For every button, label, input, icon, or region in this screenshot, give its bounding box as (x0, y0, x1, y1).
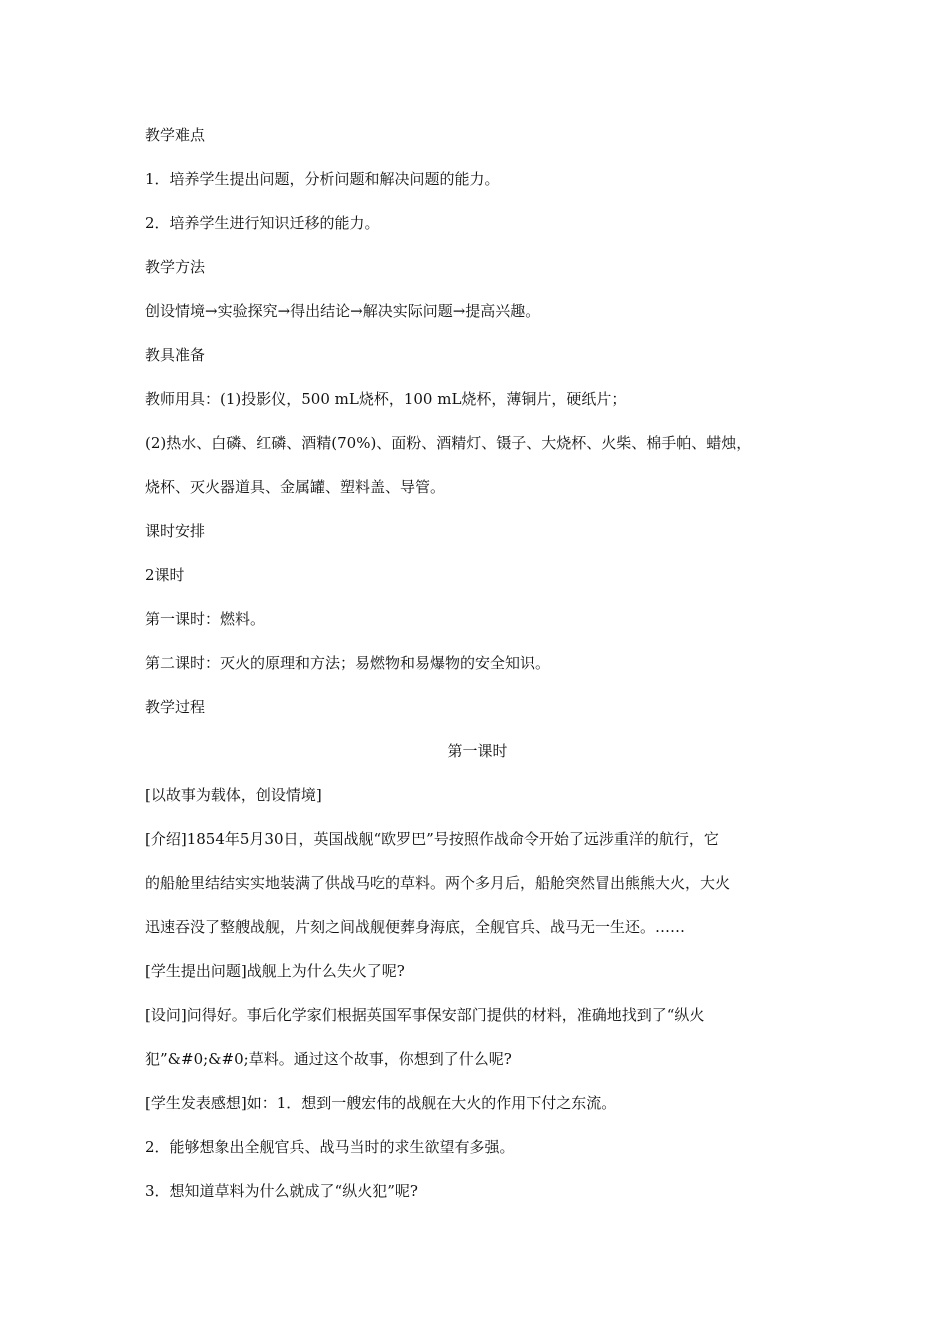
paragraph: 的船舱里结结实实地装满了供战马吃的草料。两个多月后，船舱突然冒出熊熊大火，大火 (145, 874, 731, 892)
section-heading-teaching-methods: 教学方法 (145, 258, 206, 276)
paragraph: 1．培养学生提出问题，分析问题和解决问题的能力。 (145, 170, 500, 188)
paragraph: 第一课时：燃料。 (145, 610, 266, 628)
paragraph: [以故事为载体，创设情境] (145, 786, 322, 804)
paragraph: 烧杯、灭火器道具、金属罐、塑料盖、导管。 (145, 478, 446, 496)
section-heading-teaching-difficulties: 教学难点 (145, 126, 206, 144)
paragraph: [介绍]1854年5月30日，英国战舰“欧罗巴”号按照作战命令开始了远涉重洋的航行，它 (145, 830, 719, 848)
paragraph: [学生提出问题]战舰上为什么失火了呢? (145, 962, 405, 980)
paragraph: [设问]问得好。事后化学家们根据英国军事保安部门提供的材料，准确地找到了“纵火 (145, 1006, 705, 1024)
section-heading-teaching-process: 教学过程 (145, 698, 206, 716)
lesson-title: 第一课时 (447, 742, 508, 760)
section-heading-teaching-aids: 教具准备 (145, 346, 206, 364)
section-heading-schedule: 课时安排 (145, 522, 206, 540)
paragraph: (2)热水、白磷、红磷、酒精(70%)、面粉、酒精灯、镊子、大烧杯、火柴、棉手帕、蜡烛， (145, 434, 752, 452)
paragraph: 迅速吞没了整艘战舰，片刻之间战舰便葬身海底，全舰官兵、战马无一生还。…… (145, 918, 686, 936)
paragraph: 2课时 (145, 566, 185, 584)
paragraph: [学生发表感想]如：1．想到一艘宏伟的战舰在大火的作用下付之东流。 (145, 1094, 617, 1112)
paragraph: 2．培养学生进行知识迁移的能力。 (145, 214, 380, 232)
paragraph: 3．想知道草料为什么就成了“纵火犯”呢? (145, 1182, 418, 1200)
paragraph: 2．能够想象出全舰官兵、战马当时的求生欲望有多强。 (145, 1138, 515, 1156)
paragraph: 第二课时：灭火的原理和方法；易燃物和易爆物的安全知识。 (145, 654, 551, 672)
document-body (145, 124, 810, 1224)
paragraph: 犯”&#0;&#0;草料。通过这个故事，你想到了什么呢? (145, 1050, 512, 1068)
paragraph: 教师用具：(1)投影仪，500 mL烧杯，100 mL烧杯，薄铜片，硬纸片； (145, 390, 627, 408)
paragraph: 创设情境→实验探究→得出结论→解决实际问题→提高兴趣。 (145, 302, 541, 320)
